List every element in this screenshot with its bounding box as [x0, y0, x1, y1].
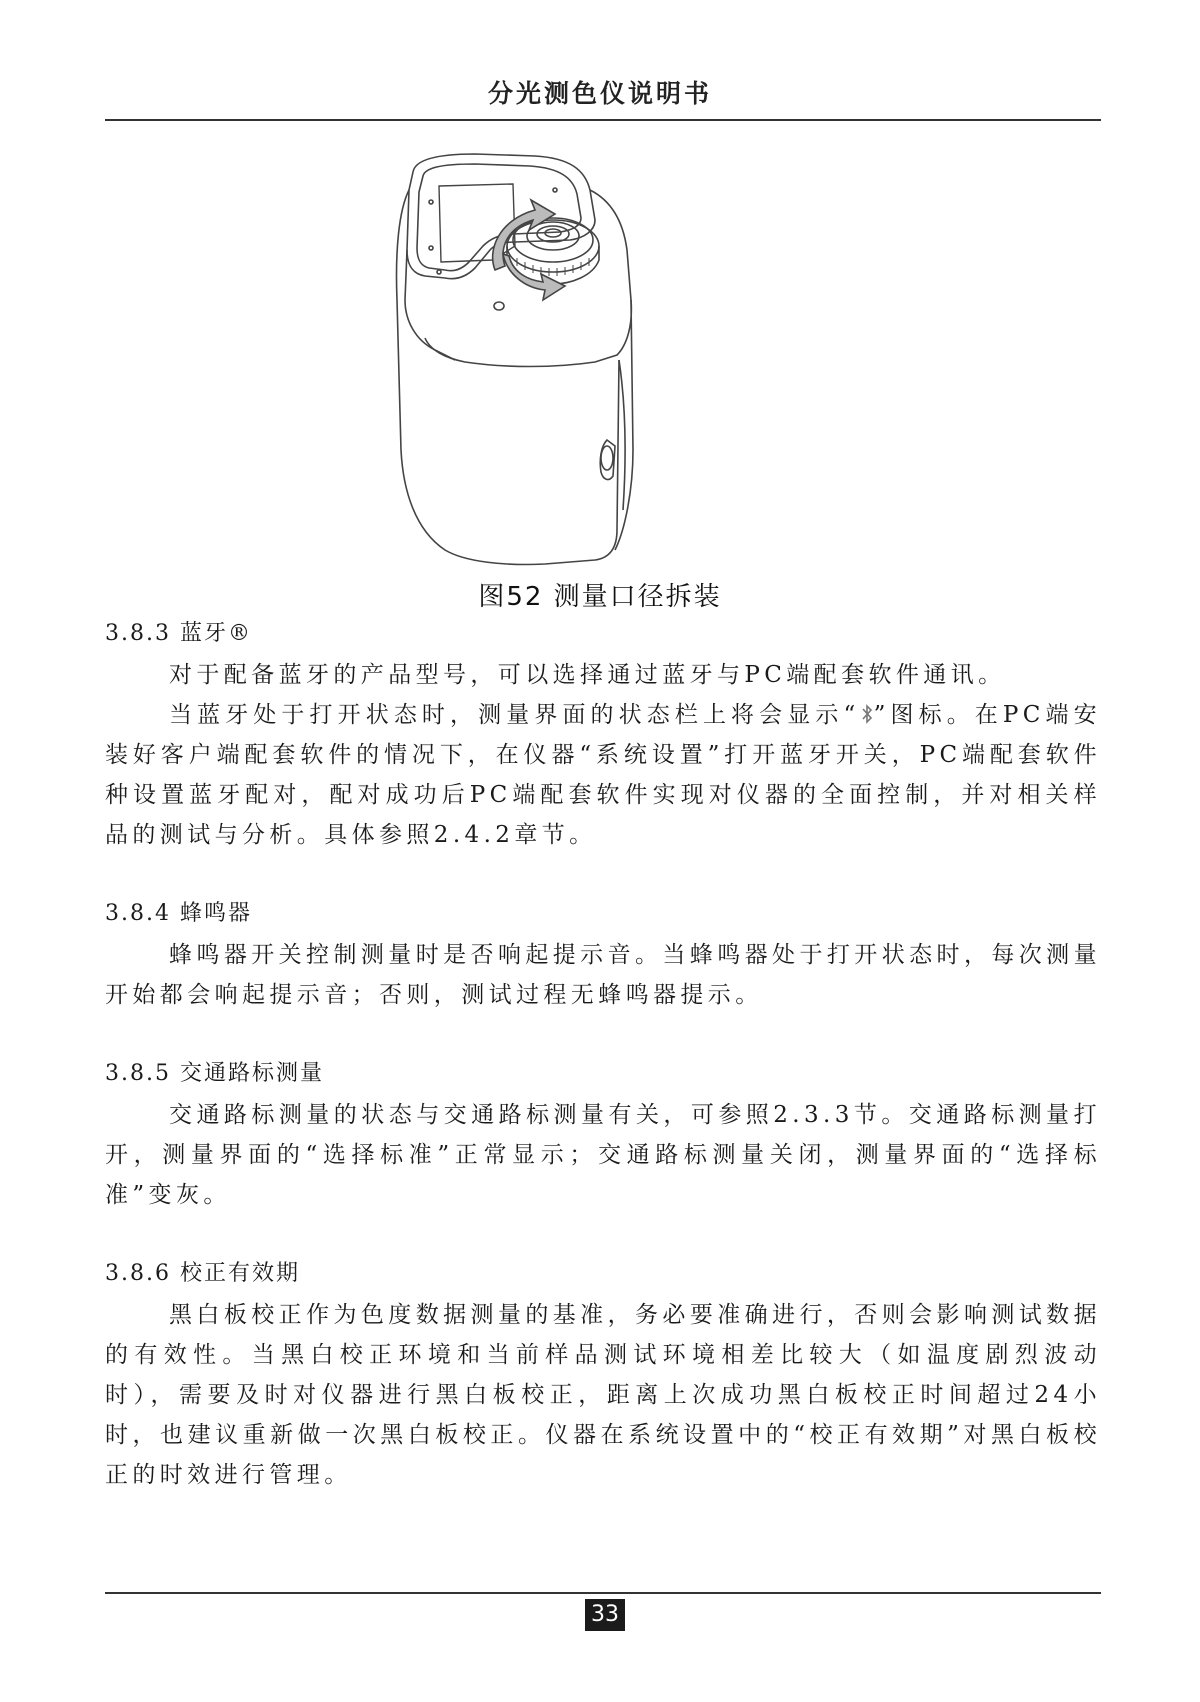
header-divider	[105, 119, 1101, 121]
page-number: 33	[585, 1599, 625, 1631]
section-heading-3-8-6: 3.8.6 校正有效期	[105, 1261, 300, 1286]
paragraph-text: 当蓝牙处于打开状态时，测量界面的状态栏上将会显示“	[169, 702, 860, 728]
footer-divider	[105, 1592, 1101, 1594]
paragraph-text: ”图标。在PC端安装好客户端配套软件的情况下，在仪器“系统设置”打开蓝牙开关，PC端配套软件种设置蓝牙配对，配对成功后PC端配套软件实现对仪器的全面控制，并对相关样品的测试与分析。具体参照2.4.2章节。	[105, 702, 1101, 848]
bluetooth-icon	[860, 703, 874, 725]
paragraph: 对于配备蓝牙的产品型号，可以选择通过蓝牙与PC端配套软件通讯。	[169, 662, 1006, 688]
paragraph: 黑白板校正作为色度数据测量的基准，务必要准确进行，否则会影响测试数据的有效性。当黑白校正环境和当前样品测试环境相差比较大（如温度剧烈波动时），需要及时对仪器进行黑白板校正，距离上次成功黑白板校正时间超过24小时，也建议重新做一次黑白板校正。仪器在系统设置中的“校正有效期”对黑白板校正的时效进行管理。	[105, 1302, 1101, 1488]
section-heading-3-8-4: 3.8.4 蜂鸣器	[105, 901, 252, 926]
main-content	[105, 613, 1101, 1495]
figure-caption: 图52 测量口径拆装	[478, 582, 722, 612]
section-heading-3-8-5: 3.8.5 交通路标测量	[105, 1061, 324, 1086]
section-heading-3-8-3: 3.8.3 蓝牙®	[105, 621, 252, 646]
paragraph: 蜂鸣器开关控制测量时是否响起提示音。当蜂鸣器处于打开状态时，每次测量开始都会响起提示音；否则，测试过程无蜂鸣器提示。	[105, 942, 1101, 1008]
page-header-title: 分光测色仪说明书	[487, 79, 712, 108]
paragraph	[105, 695, 1101, 855]
device-illustration	[395, 150, 725, 570]
paragraph: 交通路标测量的状态与交通路标测量有关，可参照2.3.3节。交通路标测量打开，测量界面的“选择标准”正常显示；交通路标测量关闭，测量界面的“选择标准”变灰。	[105, 1102, 1101, 1208]
